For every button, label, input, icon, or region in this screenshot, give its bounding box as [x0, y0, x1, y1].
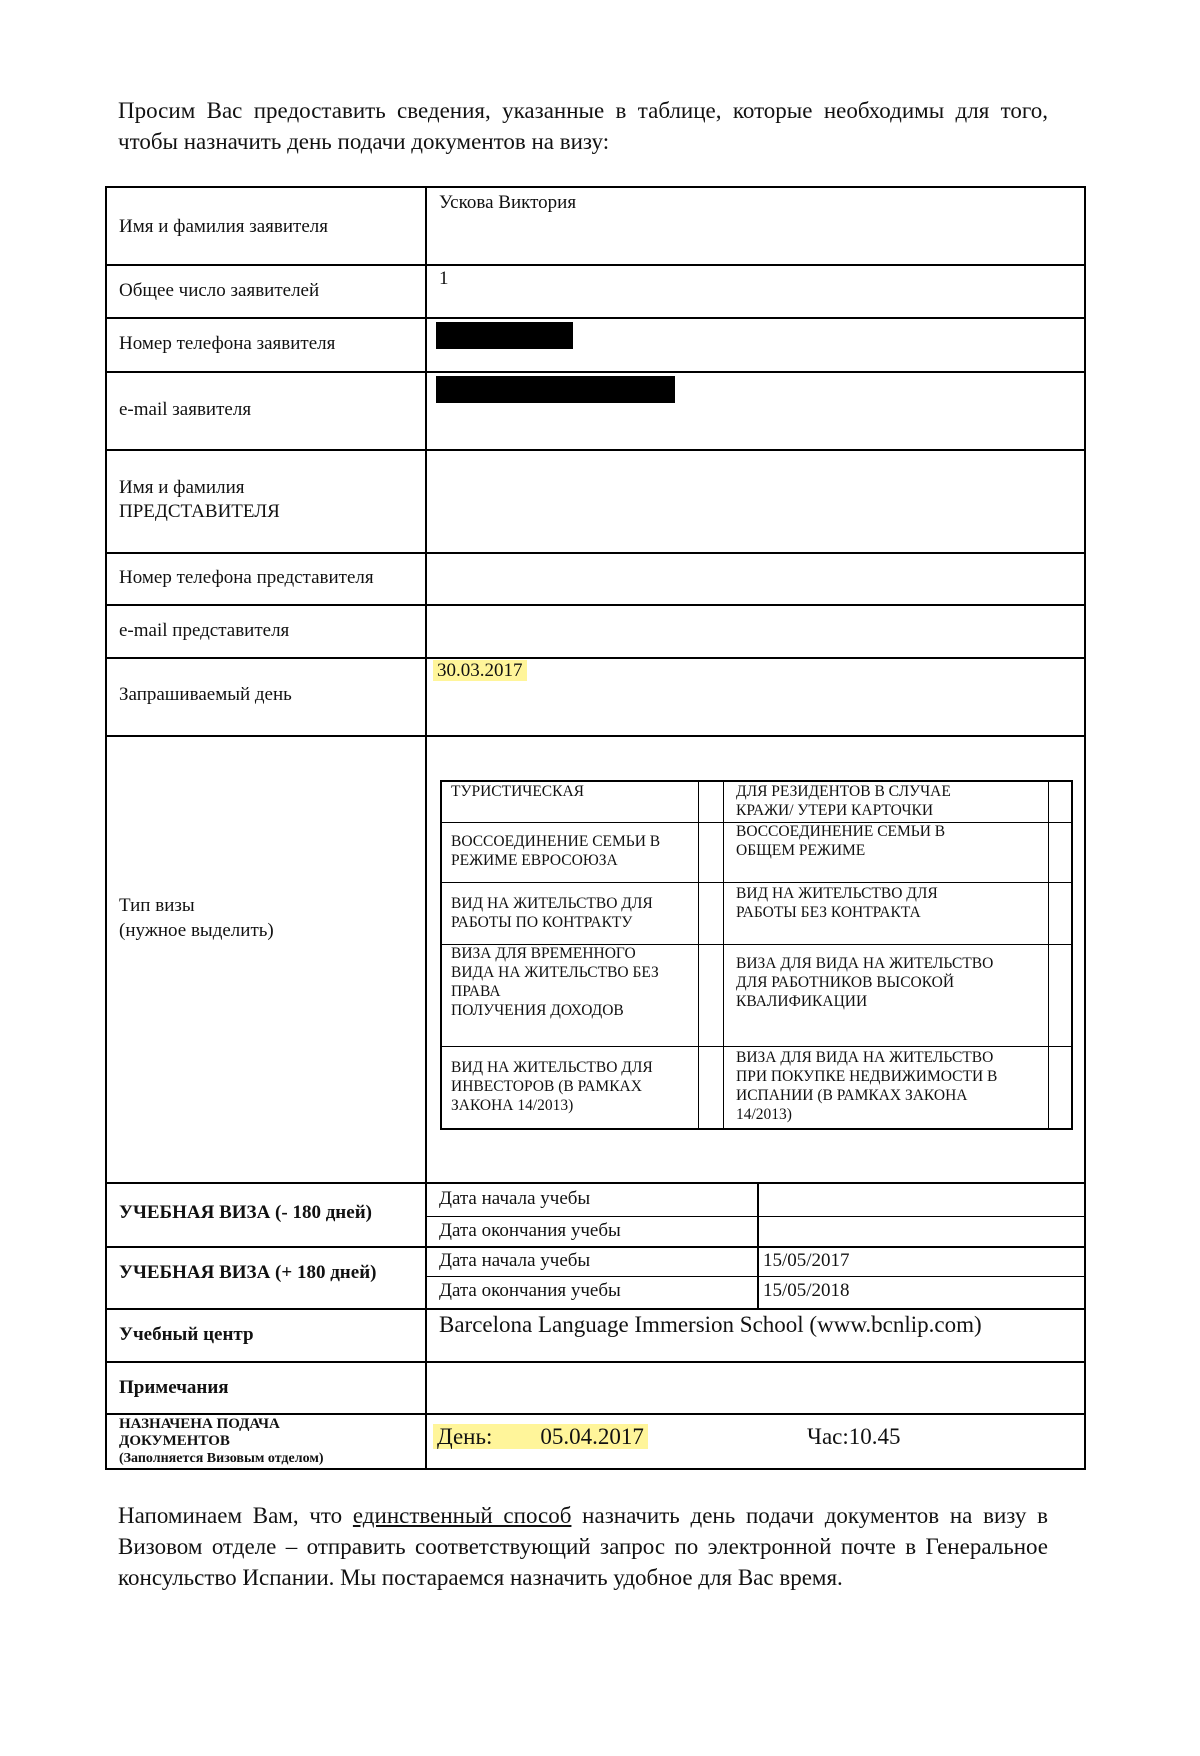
- vt-col-divider: [698, 782, 699, 1128]
- visa-type-label-line2: (нужное выделить): [119, 920, 274, 941]
- row-divider: [107, 1413, 1084, 1415]
- short-end-label: Дата окончания учебы: [439, 1220, 621, 1241]
- visa-option-family-eu-line2[interactable]: РЕЖИМЕ ЕВРОСОЮЗА: [451, 852, 618, 869]
- visa-option-temp-residence-line3[interactable]: ПРАВА: [451, 983, 501, 1000]
- representative-name-label-line2: ПРЕДСТАВИТЕЛЯ: [119, 501, 280, 522]
- applicant-email-label: e-mail заявителя: [119, 399, 252, 420]
- long-start-label: Дата начала учебы: [439, 1250, 591, 1271]
- applicants-count-value: 1: [439, 268, 449, 289]
- visa-option-resident-theft-line1[interactable]: ДЛЯ РЕЗИДЕНТОВ В СЛУЧАЕ: [736, 783, 951, 800]
- row-divider: [107, 1308, 1084, 1310]
- visa-option-highly-qualified-line2[interactable]: ДЛЯ РАБОТНИКОВ ВЫСОКОЙ: [736, 974, 955, 991]
- row-divider: [107, 449, 1084, 451]
- long-end-label: Дата окончания учебы: [439, 1280, 621, 1301]
- visa-option-work-contract-line2[interactable]: РАБОТЫ ПО КОНТРАКТУ: [451, 914, 633, 931]
- row-divider: [107, 317, 1084, 319]
- study-center-value: Barcelona Language Immersion School (www.bcnlip.com): [439, 1312, 982, 1337]
- visa-option-real-estate-line2[interactable]: ПРИ ПОКУПКЕ НЕДВИЖИМОСТИ В: [736, 1068, 998, 1085]
- visa-option-real-estate-line3[interactable]: ИСПАНИИ (В РАМКАХ ЗАКОНА: [736, 1087, 968, 1104]
- requested-day-value: 30.03.2017: [433, 660, 527, 682]
- long-start-value: 15/05/2017: [763, 1250, 850, 1271]
- visa-option-real-estate-line4[interactable]: 14/2013): [736, 1106, 792, 1123]
- footer-part2: назначить день подачи документов на визу в Визовом отделе – отправить соответствующий запрос по электронной почте в Генеральное консульство Испании. Мы постараемся назначить удобное для Вас время.: [118, 1503, 1048, 1590]
- visa-type-label-line1: Тип визы: [119, 895, 195, 916]
- study-value-divider: [757, 1182, 759, 1308]
- row-divider: [107, 552, 1084, 554]
- study-subrow-divider: [425, 1216, 1084, 1217]
- row-divider: [107, 604, 1084, 606]
- row-divider: [107, 1361, 1084, 1363]
- visa-option-temp-residence-line4[interactable]: ПОЛУЧЕНИЯ ДОХОДОВ: [451, 1002, 624, 1019]
- footer-paragraph: [118, 1500, 1048, 1593]
- appointment-day: [433, 1424, 648, 1450]
- appointment-day-label: День:: [437, 1424, 493, 1449]
- row-divider: [107, 264, 1084, 266]
- visa-option-highly-qualified-line3[interactable]: КВАЛИФИКАЦИИ: [736, 993, 868, 1010]
- row-divider: [107, 371, 1084, 373]
- representative-name-label-line1: Имя и фамилия: [119, 477, 245, 498]
- row-divider: [107, 735, 1084, 737]
- visa-option-work-no-contract-line2[interactable]: РАБОТЫ БЕЗ КОНТРАКТА: [736, 904, 921, 921]
- visa-type-table: [440, 780, 1073, 1130]
- row-divider: [107, 1182, 1084, 1184]
- study-visa-long-label: УЧЕБНАЯ ВИЗА (+ 180 дней): [119, 1262, 377, 1283]
- visa-option-resident-theft-line2[interactable]: КРАЖИ/ УТЕРИ КАРТОЧКИ: [736, 802, 934, 819]
- vt-row-divider: [442, 1046, 1071, 1047]
- appointment-label-line3: (Заполняется Визовым отделом): [119, 1451, 324, 1466]
- visa-option-highly-qualified-line1[interactable]: ВИЗА ДЛЯ ВИДА НА ЖИТЕЛЬСТВО: [736, 955, 994, 972]
- applicant-name-value: Ускова Виктория: [439, 192, 577, 213]
- intro-paragraph: Просим Вас предоставить сведения, указанные в таблице, которые необходимы для того, чтобы назначить день подачи документов на визу:: [118, 98, 1048, 154]
- visa-option-tourist[interactable]: ТУРИСТИЧЕСКАЯ: [451, 783, 585, 800]
- long-end-value: 15/05/2018: [763, 1280, 850, 1301]
- applicant-phone-label: Номер телефона заявителя: [119, 333, 336, 354]
- requested-day-label: Запрашиваемый день: [119, 684, 292, 705]
- visa-option-temp-residence-line1[interactable]: ВИЗА ДЛЯ ВРЕМЕННОГО: [451, 945, 636, 962]
- vt-row-divider: [442, 882, 1071, 883]
- visa-option-family-general-line2[interactable]: ОБЩЕМ РЕЖИМЕ: [736, 842, 866, 859]
- row-divider: [107, 657, 1084, 659]
- appointment-day-value: 05.04.2017: [540, 1424, 644, 1449]
- study-subrow-divider: [425, 1276, 1084, 1277]
- visa-option-work-no-contract-line1[interactable]: ВИД НА ЖИТЕЛЬСТВО ДЛЯ: [736, 885, 938, 902]
- study-group-divider: [107, 1246, 1084, 1248]
- visa-option-investors-line3[interactable]: ЗАКОНА 14/2013): [451, 1097, 574, 1114]
- footer-underlined: единственный способ: [352, 1503, 572, 1528]
- visa-option-investors-line1[interactable]: ВИД НА ЖИТЕЛЬСТВО ДЛЯ: [451, 1059, 653, 1076]
- visa-option-temp-residence-line2[interactable]: ВИДА НА ЖИТЕЛЬСТВО БЕЗ: [451, 964, 659, 981]
- visa-option-real-estate-line1[interactable]: ВИЗА ДЛЯ ВИДА НА ЖИТЕЛЬСТВО: [736, 1049, 994, 1066]
- visa-option-investors-line2[interactable]: ИНВЕСТОРОВ (В РАМКАХ: [451, 1078, 642, 1095]
- notes-label: Примечания: [119, 1377, 229, 1398]
- visa-option-family-general-line1[interactable]: ВОССОЕДИНЕНИЕ СЕМЬИ В: [736, 823, 946, 840]
- representative-email-label: e-mail представителя: [119, 620, 290, 641]
- applicants-count-label: Общее число заявителей: [119, 280, 320, 301]
- representative-phone-label: Номер телефона представителя: [119, 567, 374, 588]
- visa-option-family-eu-line1[interactable]: ВОССОЕДИНЕНИЕ СЕМЬИ В: [451, 833, 661, 850]
- study-center-label: Учебный центр: [119, 1324, 254, 1345]
- visa-option-work-contract-line1[interactable]: ВИД НА ЖИТЕЛЬСТВО ДЛЯ: [451, 895, 653, 912]
- study-visa-short-label: УЧЕБНАЯ ВИЗА (- 180 дней): [119, 1202, 372, 1223]
- vt-col-divider: [1048, 782, 1049, 1128]
- applicant-email-redaction: [436, 376, 675, 403]
- footer-part1: Напоминаем Вам, что: [118, 1503, 353, 1528]
- column-divider: [425, 188, 427, 1470]
- applicant-name-label: Имя и фамилия заявителя: [119, 216, 328, 237]
- applicant-phone-redaction: [436, 322, 573, 349]
- appointment-label-line1: НАЗНАЧЕНА ПОДАЧА: [119, 1416, 280, 1432]
- appointment-time: Час:10.45: [807, 1424, 901, 1449]
- appointment-label-line2: ДОКУМЕНТОВ: [119, 1433, 230, 1449]
- vt-col-divider: [723, 782, 724, 1128]
- short-start-label: Дата начала учебы: [439, 1188, 591, 1209]
